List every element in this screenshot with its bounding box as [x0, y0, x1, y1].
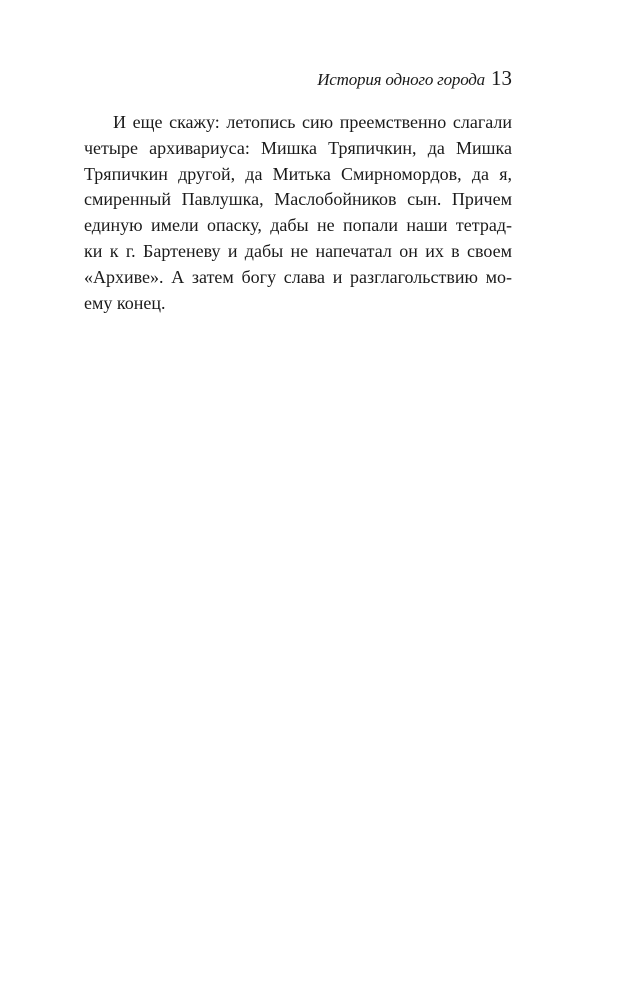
text-line: ки к г. Бартеневу и дабы не напечатал он их в своем: [84, 240, 512, 261]
text-line: единую имели опаску, дабы не попали наши тетрад-: [84, 215, 512, 236]
running-header-title: История одного города: [317, 70, 485, 89]
body-paragraph: [84, 110, 512, 316]
running-header: [84, 66, 512, 91]
text-line: Тряпичкин другой, да Митька Смирномордов, да я,: [84, 163, 512, 184]
text-line: «Архиве». А затем богу слава и разглагольствию мо-: [84, 266, 512, 287]
text-line: И еще скажу: летопись сию преемственно слагали: [113, 112, 512, 132]
page-number: 13: [491, 66, 512, 90]
text-line: смиренный Павлушка, Маслобойников сын. Причем: [84, 189, 512, 210]
text-line: ему конец.: [84, 292, 166, 313]
text-line: четыре архивариуса: Мишка Тряпичкин, да Мишка: [84, 137, 512, 158]
